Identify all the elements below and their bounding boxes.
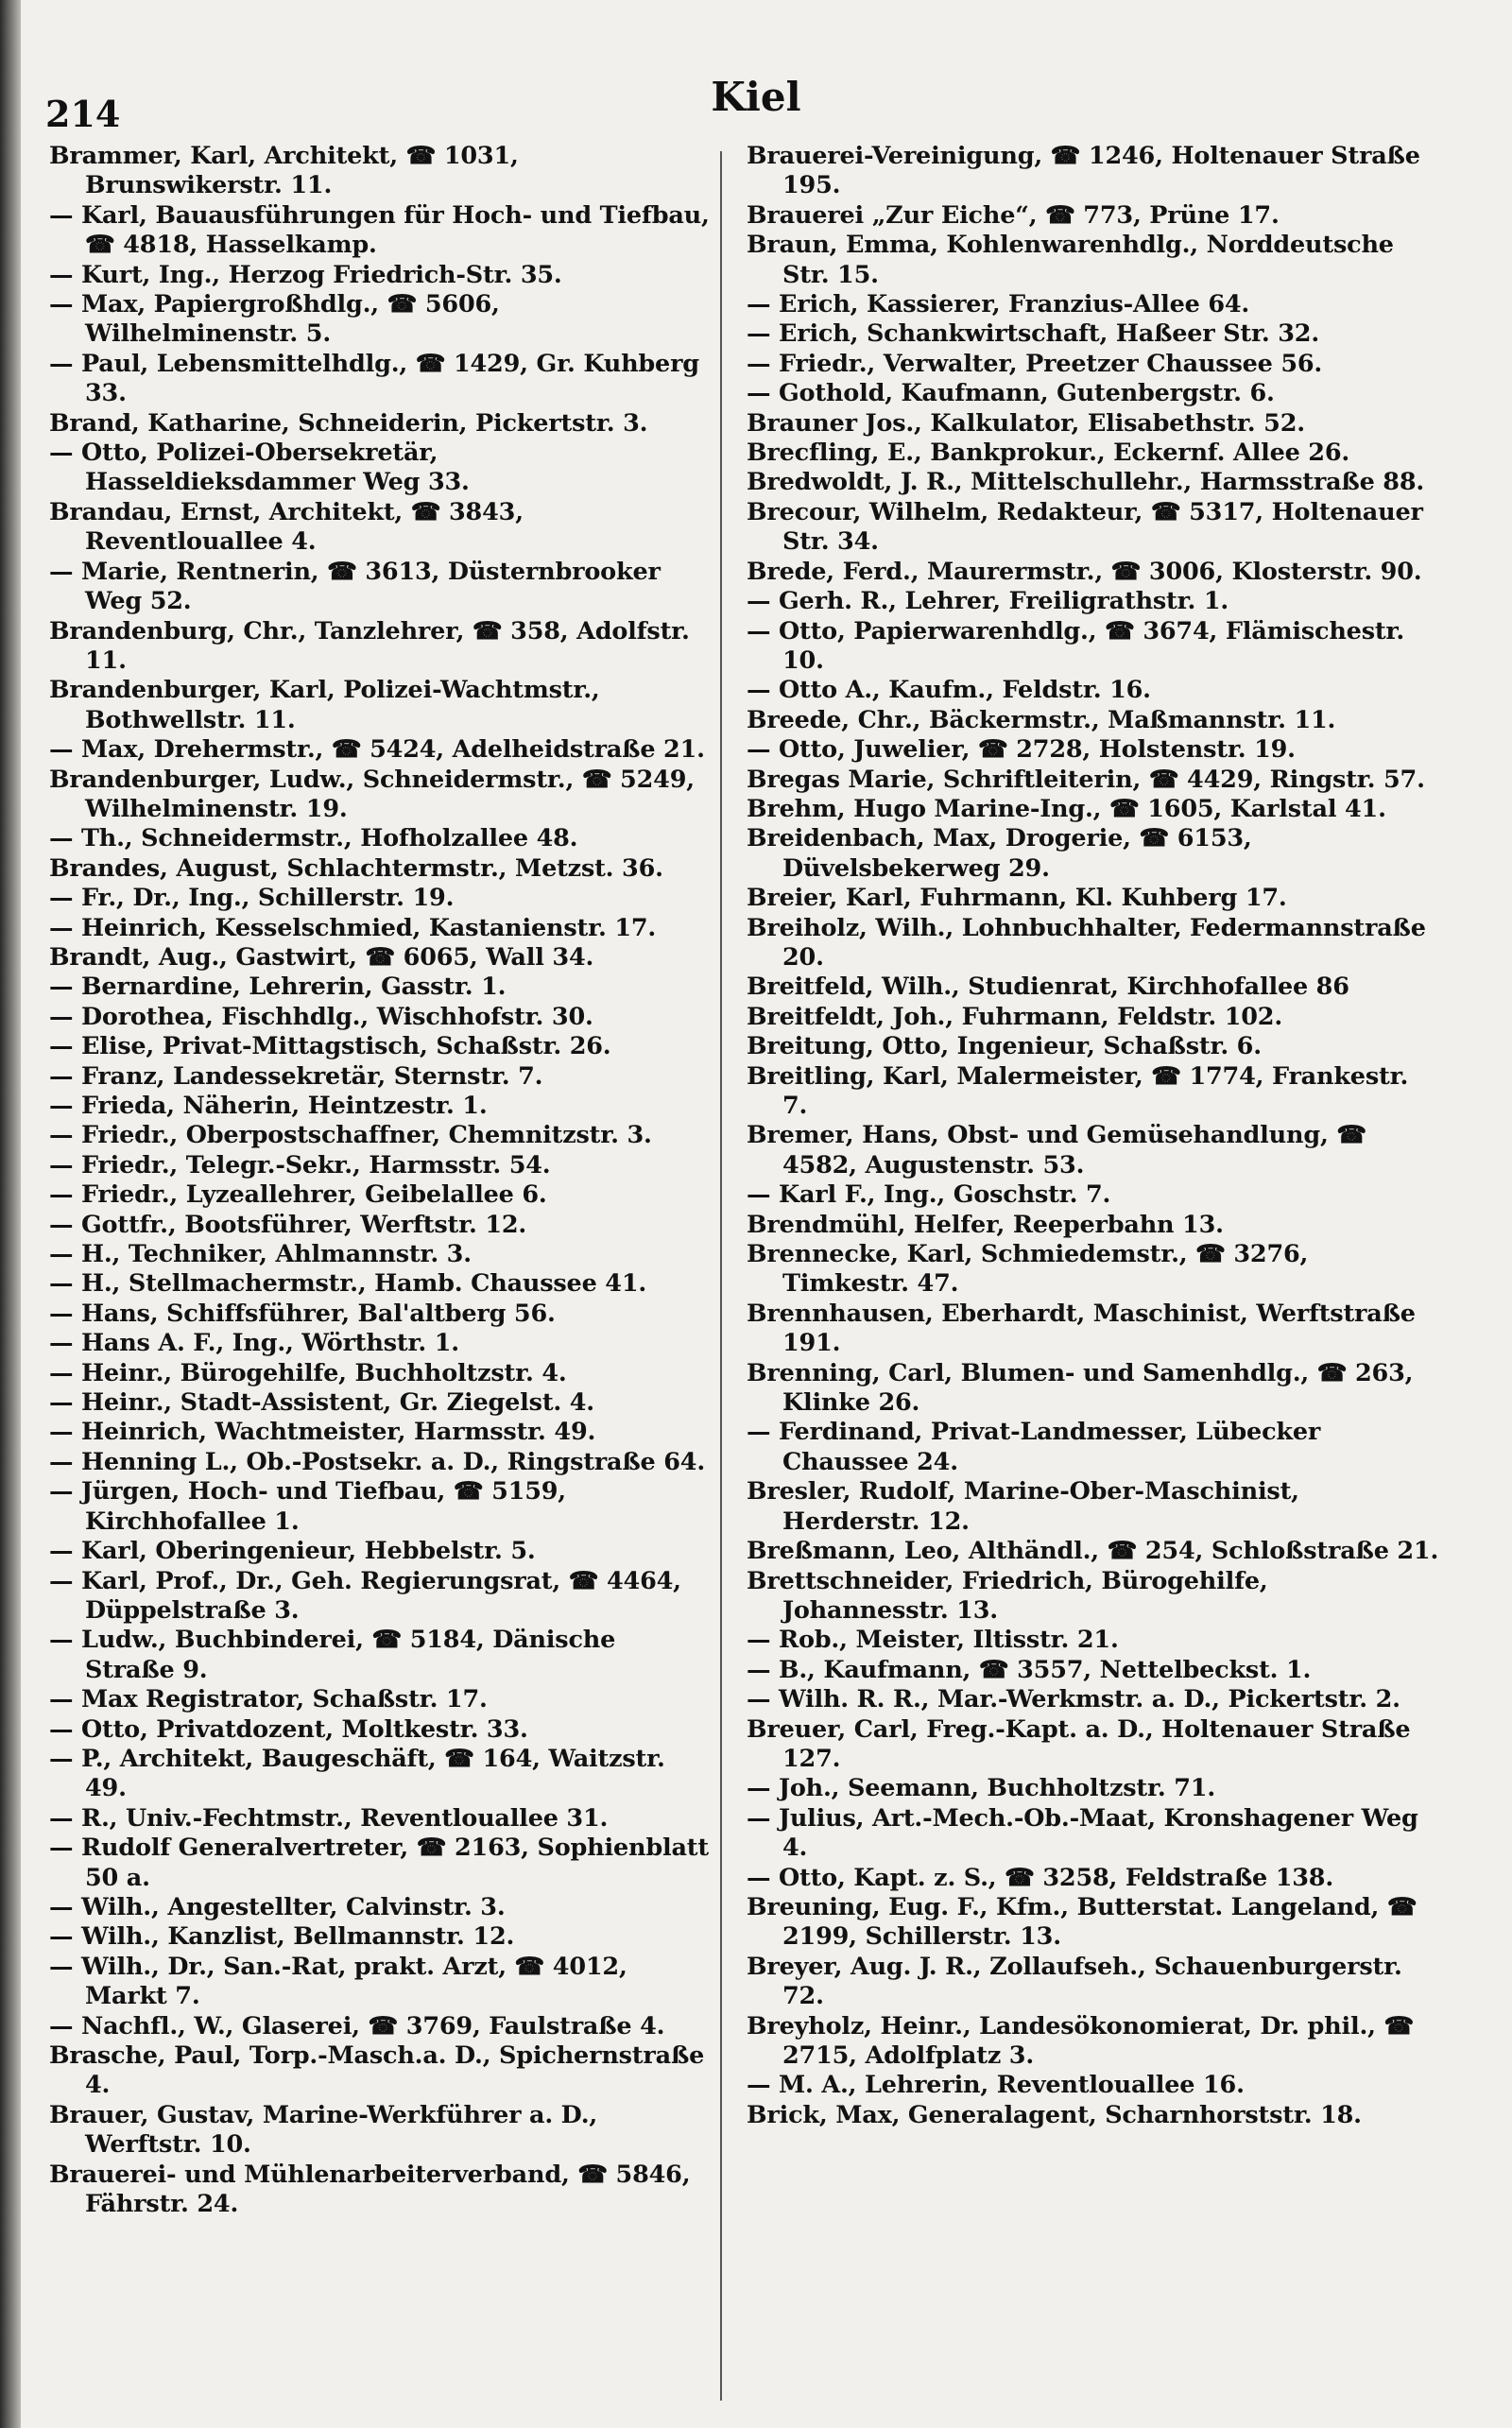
directory-entry: — Gothold, Kaufmann, Gutenbergstr. 6. [747, 379, 1275, 408]
directory-entry: Bredwoldt, J. R., Mittelschullehr., Harmsstraße 88. [747, 468, 1425, 497]
directory-entry: Brauner Jos., Kalkulator, Elisabethstr. 52. [747, 408, 1305, 438]
directory-entry: — Friedr., Lyzeallehrer, Geibelallee 6. [49, 1180, 547, 1210]
directory-entry: — Heinrich, Kesselschmied, Kastanienstr. 17. [49, 913, 657, 942]
directory-entry: — Marie, Rentnerin, ☎ 3613, Düsternbrooker Weg 52. [49, 557, 661, 616]
directory-entry: — Karl, Prof., Dr., Geh. Regierungsrat, ☎ 4464, Düppelstraße 3. [49, 1566, 681, 1625]
directory-entry: Brendmühl, Helfer, Reeperbahn 13. [747, 1210, 1224, 1239]
page-number: 214 [45, 93, 121, 135]
directory-entry: Brennecke, Karl, Schmiedemstr., ☎ 3276, Timkestr. 47. [747, 1240, 1309, 1299]
directory-entry: — Ferdinand, Privat-Landmesser, Lübecker Chaussee 24. [747, 1418, 1321, 1476]
directory-entry: — Paul, Lebensmittelhdlg., ☎ 1429, Gr. Kuhberg 33. [49, 349, 699, 408]
directory-entry: — Julius, Art.-Mech.-Ob.-Maat, Kronshagener Weg 4. [747, 1803, 1418, 1863]
directory-entry: — Henning L., Ob.-Postsekr. a. D., Ringstraße 64. [49, 1447, 706, 1476]
directory-entry: Breitfeld, Wilh., Studienrat, Kirchhofallee 86 [747, 973, 1349, 1002]
directory-entry: Brick, Max, Generalagent, Scharnhorststr. 18. [747, 2100, 1362, 2129]
directory-entry: Breitfeldt, Joh., Fuhrmann, Feldstr. 102. [747, 1002, 1283, 1031]
directory-entry: — Max, Drehermstr., ☎ 5424, Adelheidstraße 21. [49, 735, 705, 765]
directory-entry: Brehm, Hugo Marine-Ing., ☎ 1605, Karlstal 41. [747, 794, 1386, 823]
directory-entry: Breßmann, Leo, Althändl., ☎ 254, Schloßstraße 21. [747, 1537, 1439, 1566]
directory-entry: — Rudolf Generalvertreter, ☎ 2163, Sophienblatt 50 a. [49, 1834, 709, 1892]
directory-entry: Brandes, August, Schlachtermstr., Metzst. 36. [49, 853, 663, 883]
directory-entry: — Franz, Landessekretär, Sternstr. 7. [49, 1061, 543, 1091]
directory-entry: — P., Architekt, Baugeschäft, ☎ 164, Waitzstr. 49. [49, 1744, 665, 1803]
directory-entry: — H., Techniker, Ahlmannstr. 3. [49, 1240, 472, 1269]
directory-entry: Brennhausen, Eberhardt, Maschinist, Werftstraße 191. [747, 1299, 1416, 1358]
directory-entry: Brecour, Wilhelm, Redakteur, ☎ 5317, Holtenauer Str. 34. [747, 497, 1423, 557]
directory-entry: — Rob., Meister, Iltisstr. 21. [747, 1626, 1119, 1655]
directory-entry: — Friedr., Oberpostschaffner, Chemnitzstr. 3. [49, 1121, 652, 1150]
directory-entry: Brauerei-Vereinigung, ☎ 1246, Holtenauer Straße 195. [747, 142, 1420, 200]
directory-entry: Bremer, Hans, Obst- und Gemüsehandlung, ☎ 4582, Augustenstr. 53. [747, 1121, 1366, 1180]
directory-entry: — Otto, Papierwarenhdlg., ☎ 3674, Flämischestr. 10. [747, 616, 1404, 675]
directory-entry: Brandenburger, Karl, Polizei-Wachtmstr., Bothwellstr. 11. [49, 676, 600, 734]
directory-entry: Breiholz, Wilh., Lohnbuchhalter, Federmannstraße 20. [747, 913, 1426, 972]
directory-entry: — Max Registrator, Schaßstr. 17. [49, 1685, 488, 1714]
directory-entry: Bregas Marie, Schriftleiterin, ☎ 4429, Ringstr. 57. [747, 765, 1425, 794]
column-left [49, 142, 711, 2428]
directory-entry: — R., Univ.-Fechtmstr., Reventlouallee 31. [49, 1803, 609, 1833]
directory-entry: — Karl, Oberingenieur, Hebbelstr. 5. [49, 1537, 536, 1566]
directory-entry: — Hans A. F., Ing., Wörthstr. 1. [49, 1329, 459, 1358]
directory-entry: — Max, Papiergroßhdlg., ☎ 5606, Wilhelminenstr. 5. [49, 290, 500, 349]
directory-entry: Brenning, Carl, Blumen- und Samenhdlg., ☎ 263, Klinke 26. [747, 1358, 1414, 1418]
directory-entry: Breede, Chr., Bäckermstr., Maßmannstr. 11. [747, 705, 1336, 734]
directory-entry: Breuning, Eug. F., Kfm., Butterstat. Langeland, ☎ 2199, Schillerstr. 13. [747, 1892, 1418, 1952]
directory-entry: — M. A., Lehrerin, Reventlouallee 16. [747, 2071, 1245, 2100]
directory-entry: Braun, Emma, Kohlenwarenhdlg., Norddeutsche Str. 15. [747, 231, 1394, 289]
directory-entry: Breitung, Otto, Ingenieur, Schaßstr. 6. [747, 1032, 1262, 1061]
directory-entry: Bresler, Rudolf, Marine-Ober-Maschinist, Herderstr. 12. [747, 1477, 1299, 1536]
directory-entry: Breyer, Aug. J. R., Zollaufseh., Schauenburgerstr. 72. [747, 1952, 1402, 2011]
directory-entry: — Gottfr., Bootsführer, Werftstr. 12. [49, 1210, 527, 1239]
directory-entry: — Wilh., Dr., San.-Rat, prakt. Arzt, ☎ 4012, Markt 7. [49, 1952, 627, 2011]
directory-entry: — Wilh., Angestellter, Calvinstr. 3. [49, 1892, 506, 1921]
page-edge-shadow [0, 0, 21, 2428]
directory-entry: — Bernardine, Lehrerin, Gasstr. 1. [49, 973, 507, 1002]
directory-entry: Brasche, Paul, Torp.-Masch.a. D., Spichernstraße 4. [49, 2041, 705, 2100]
directory-entry: — Heinrich, Wachtmeister, Harmsstr. 49. [49, 1418, 596, 1447]
directory-entry: Brammer, Karl, Architekt, ☎ 1031, Brunswikerstr. 11. [49, 142, 519, 200]
directory-entry: — Wilh., Kanzlist, Bellmannstr. 12. [49, 1922, 515, 1952]
directory-entry: Brecfling, E., Bankprokur., Eckernf. Allee 26. [747, 439, 1350, 468]
directory-entry: Brauer, Gustav, Marine-Werkführer a. D., Werftstr. 10. [49, 2100, 598, 2160]
directory-entry: Breyholz, Heinr., Landesökonomierat, Dr. phil., ☎ 2715, Adolfplatz 3. [747, 2011, 1415, 2070]
directory-entry: Breitling, Karl, Malermeister, ☎ 1774, Frankestr. 7. [747, 1061, 1409, 1120]
directory-entry: — Wilh. R. R., Mar.-Werkmstr. a. D., Pickertstr. 2. [747, 1685, 1400, 1714]
directory-entry: Brede, Ferd., Maurermstr., ☎ 3006, Klosterstr. 90. [747, 557, 1422, 586]
directory-entry: — Kurt, Ing., Herzog Friedrich-Str. 35. [49, 260, 562, 289]
directory-entry: — Hans, Schiffsführer, Bal'altberg 56. [49, 1299, 556, 1328]
directory-entry: — Elise, Privat-Mittagstisch, Schaßstr. 26. [49, 1032, 611, 1061]
directory-entry: — Jürgen, Hoch- und Tiefbau, ☎ 5159, Kirchhofallee 1. [49, 1477, 566, 1536]
directory-entry: Brandt, Aug., Gastwirt, ☎ 6065, Wall 34. [49, 942, 594, 972]
directory-entry: — Erich, Schankwirtschaft, Haßeer Str. 32. [747, 319, 1320, 349]
directory-entry: — Fr., Dr., Ing., Schillerstr. 19. [49, 884, 455, 913]
directory-entry: Breidenbach, Max, Drogerie, ☎ 6153, Düvelsbekerweg 29. [747, 824, 1252, 883]
directory-entry: — Dorothea, Fischhdlg., Wischhofstr. 30. [49, 1002, 593, 1031]
directory-entry: Breuer, Carl, Freg.-Kapt. a. D., Holtenauer Straße 127. [747, 1714, 1411, 1773]
directory-entry: — Ludw., Buchbinderei, ☎ 5184, Dänische Straße 9. [49, 1626, 616, 1684]
directory-entry: Brauerei „Zur Eiche“, ☎ 773, Prüne 17. [747, 200, 1280, 230]
directory-entry: — Otto A., Kaufm., Feldstr. 16. [747, 676, 1151, 705]
directory-entry: — Otto, Kapt. z. S., ☎ 3258, Feldstraße 138. [747, 1863, 1334, 1892]
directory-entry: — Erich, Kassierer, Franzius-Allee 64. [747, 290, 1250, 319]
directory-entry: — Nachfl., W., Glaserei, ☎ 3769, Faulstraße 4. [49, 2011, 665, 2041]
directory-entry: — Heinr., Bürogehilfe, Buchholtzstr. 4. [49, 1358, 567, 1387]
directory-entry: — Otto, Privatdozent, Moltkestr. 33. [49, 1714, 528, 1744]
directory-entry: Brandau, Ernst, Architekt, ☎ 3843, Reventlouallee 4. [49, 497, 524, 557]
directory-entry: — H., Stellmachermstr., Hamb. Chaussee 41. [49, 1269, 647, 1299]
column-divider [720, 151, 722, 2401]
directory-entry: — Joh., Seemann, Buchholtzstr. 71. [747, 1774, 1216, 1803]
directory-entry: — Th., Schneidermstr., Hofholzallee 48. [49, 824, 578, 853]
directory-entry: Brauerei- und Mühlenarbeiterverband, ☎ 5846, Fährstr. 24. [49, 2160, 691, 2219]
directory-entry: — Friedr., Telegr.-Sekr., Harmsstr. 54. [49, 1150, 551, 1180]
directory-entry: Brandenburg, Chr., Tanzlehrer, ☎ 358, Adolfstr. 11. [49, 616, 690, 675]
directory-entry: Breier, Karl, Fuhrmann, Kl. Kuhberg 17. [747, 884, 1287, 913]
directory-entry: Brand, Katharine, Schneiderin, Pickertstr. 3. [49, 408, 648, 438]
directory-entry: — Karl, Bauausführungen für Hoch- und Tiefbau, ☎ 4818, Hasselkamp. [49, 200, 710, 260]
directory-entry: — B., Kaufmann, ☎ 3557, Nettelbeckst. 1. [747, 1655, 1312, 1684]
directory-entry: — Heinr., Stadt-Assistent, Gr. Ziegelst. 4. [49, 1388, 594, 1418]
column-right [747, 142, 1441, 2428]
directory-entry: — Frieda, Näherin, Heintzestr. 1. [49, 1092, 488, 1120]
page-title: Kiel [711, 74, 801, 120]
directory-entry: — Gerh. R., Lehrer, Freiligrathstr. 1. [747, 587, 1229, 616]
directory-entry: Brettschneider, Friedrich, Bürogehilfe, Johannesstr. 13. [747, 1566, 1268, 1625]
directory-entry: — Karl F., Ing., Goschstr. 7. [747, 1180, 1111, 1210]
directory-entry: — Friedr., Verwalter, Preetzer Chaussee 56. [747, 349, 1323, 378]
directory-entry: — Otto, Polizei-Obersekretär, Hasseldieksdammer Weg 33. [49, 439, 470, 497]
directory-entry: — Otto, Juwelier, ☎ 2728, Holstenstr. 19. [747, 735, 1296, 765]
directory-entry: Brandenburger, Ludw., Schneidermstr., ☎ 5249, Wilhelminenstr. 19. [49, 765, 695, 823]
